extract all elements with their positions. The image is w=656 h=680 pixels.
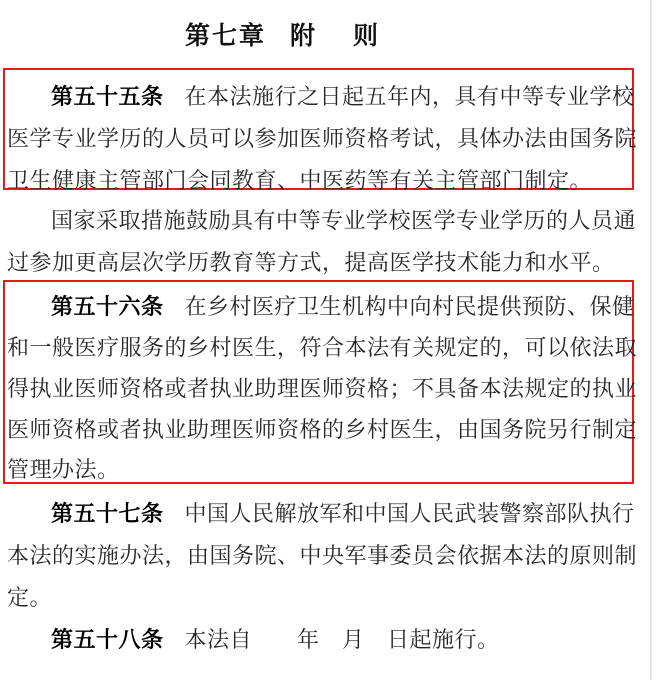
- chapter-word-fu: 附: [289, 23, 317, 50]
- line-text: 定。: [7, 585, 53, 610]
- text-line: [7, 167, 649, 194]
- article-number: 第五十七条: [51, 501, 164, 526]
- article-number: 第五十五条: [51, 84, 164, 109]
- text-line: [7, 125, 649, 152]
- text-line: [7, 249, 649, 276]
- line-text: 在本法施行之日起五年内，具有中等专业学校: [184, 84, 635, 109]
- page-edge-divider: [650, 0, 652, 680]
- line-text: 中国人民解放军和中国人民武装警察部队执行: [184, 501, 635, 526]
- text-line: [7, 584, 649, 611]
- article-number: 第五十八条: [51, 627, 164, 652]
- line-text: 和一般医疗服务的乡村医生，符合本法有关规定的，可以依法取: [7, 335, 638, 360]
- line-text: 医师资格或者执业助理医师资格的乡村医生，由国务院另行制定: [7, 417, 638, 442]
- line-text: 卫生健康主管部门会同教育、中医药等有关主管部门制定。: [7, 168, 593, 193]
- text-line: [7, 375, 649, 402]
- text-line: [51, 626, 649, 653]
- chapter-title: [0, 16, 565, 52]
- text-line: [7, 416, 649, 443]
- text-line: [7, 334, 649, 361]
- line-text: 本法自 年 月 日起施行。: [184, 627, 500, 652]
- line-text: 本法的实施办法，由国务院、中央军事委员会依据本法的原则制: [7, 543, 638, 568]
- line-text: 国家采取措施鼓励具有中等专业学校医学专业学历的人员通: [51, 208, 637, 233]
- text-line: [7, 542, 649, 569]
- line-text: 得执业医师资格或者执业助理医师资格；不具备本法规定的执业: [7, 376, 638, 401]
- line-text: 过参加更高层次学历教育等方式，提高医学技术能力和水平。: [7, 250, 615, 275]
- text-line: [51, 83, 649, 110]
- line-text: 在乡村医疗卫生机构中向村民提供预防、保健: [184, 294, 635, 319]
- chapter-number: 第七章: [184, 23, 266, 50]
- chapter-word-ze: 则: [353, 23, 381, 50]
- line-text: 管理办法。: [7, 457, 120, 482]
- text-line: [51, 293, 649, 320]
- line-text: 医学专业学历的人员可以参加医师资格考试，具体办法由国务院: [7, 126, 638, 151]
- text-line: [51, 500, 649, 527]
- text-line: [7, 456, 649, 483]
- article-number: 第五十六条: [51, 294, 164, 319]
- text-line: [51, 207, 649, 234]
